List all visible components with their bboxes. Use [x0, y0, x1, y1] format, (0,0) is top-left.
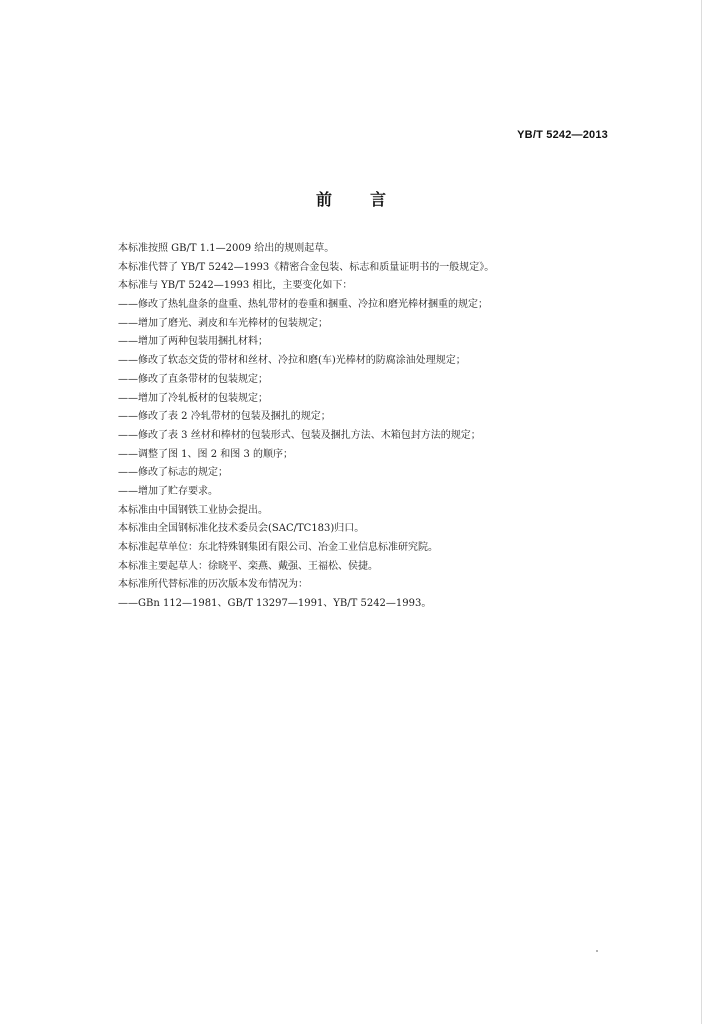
text-line: 本标准起草单位：东北特殊钢集团有限公司、冶金工业信息标准研究院。: [118, 542, 438, 553]
text-line: 本标准按照 GB/T 1.1—2009 给出的规则起草。: [118, 243, 335, 254]
change-item: ——修改了热轧盘条的盘重、热轧带材的卷重和捆重、冷拉和磨光棒材捆重的规定；: [118, 299, 488, 311]
text-line: 本标准由中国钢铁工业协会提出。: [118, 504, 268, 516]
change-item: ——调整了图 1、图 2 和图 3 的顺序；: [118, 448, 293, 460]
document-code: YB/T 5242—2013: [517, 129, 608, 141]
change-item: ——修改了直条带材的包装规定；: [118, 373, 268, 385]
change-item: ——修改了表 2 冷轧带材的包装及捆扎的规定；: [118, 411, 331, 423]
text-line: 本标准与 YB/T 5242—1993 相比，主要变化如下：: [118, 280, 353, 292]
change-item: ——修改了软态交货的带材和丝材、冷拉和磨(车)光棒材的防腐涂油处理规定；: [118, 355, 466, 367]
change-item: ——增加了贮存要求。: [118, 485, 218, 497]
text-line: 本标准由全国钢标准化技术委员会(SAC/TC183)归口。: [118, 523, 365, 535]
text-line: 本标准所代替标准的历次版本发布情况为：: [118, 579, 308, 591]
change-item: ——GBn 112—1981、GB/T 13297—1991、YB/T 5242—1993。: [118, 598, 432, 610]
page-title: 前言: [315, 190, 424, 209]
text-line: 本标准主要起草人：徐晓平、栾燕、戴强、王福松、侯捷。: [118, 560, 378, 572]
change-item: ——增加了磨光、剥皮和车光棒材的包装规定；: [118, 317, 328, 329]
text-line: 本标准代替了 YB/T 5242—1993《精密合金包装、标志和质量证明书的一般规定》。: [118, 261, 495, 273]
change-item: ——增加了两种包装用捆扎材料；: [118, 336, 268, 348]
change-item: ——修改了表 3 丝材和棒材的包装形式、包装及捆扎方法、木箱包封方法的规定；: [118, 429, 481, 441]
change-item: ——修改了标志的规定；: [118, 467, 228, 479]
foreword-body: [118, 240, 618, 614]
scan-speck: [596, 950, 598, 952]
change-item: ——增加了冷轧板材的包装规定；: [118, 392, 268, 404]
